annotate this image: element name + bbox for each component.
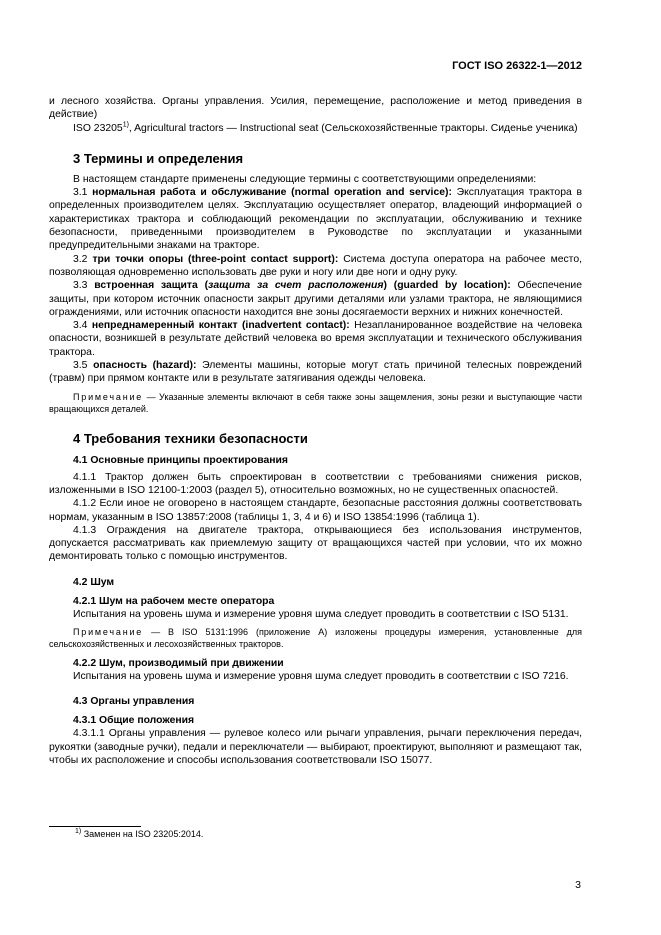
term-name xyxy=(94,280,510,291)
clause-4-1-2: 4.1.2 Если иное не оговорено в настоящем стандарте, безопасные расстояния должны соответствовать нормам, указанным в ISO 13857:2008 (таблицы 1, 3, 4 и 6) и ISO 13854:1996 (таблица 1). xyxy=(49,498,582,523)
clause-4-2-1: Испытания на уровень шума и измерение уровня шума следует проводить в соответствии с ISO 5131. xyxy=(73,608,569,620)
term-name-italic: защита за счет расположения xyxy=(208,280,384,292)
term-number: 3.4 xyxy=(73,320,92,332)
note-text: — В ISO 5131:1996 (приложение А) изложены процедуры измерения, установленные для сельскохозяйственных и лесохозяйственных тракторов. xyxy=(49,627,582,650)
footnote-marker: 1) xyxy=(75,828,82,835)
term-definition: Незапланированное воздействие на человека опасности, возникшей в результате действий человека во время эксплуатации и технического обслуживания трактора. xyxy=(49,320,582,358)
subsection-4-1-title: 4.1 Основные принципы проектирования xyxy=(73,454,288,466)
term-3-4 xyxy=(49,319,582,359)
ref-code: ISO 23205 xyxy=(73,122,123,134)
term-name: три точки опоры (three-point contact support): xyxy=(92,253,339,265)
term-3-5 xyxy=(49,359,582,386)
footnote-divider xyxy=(49,826,141,827)
term-3-3 xyxy=(49,279,582,319)
term-definition: Элементы машины, которые могут стать причиной телесных повреждений (травм) при прямом контакте или в результате затягивания одежды человека. xyxy=(49,360,582,385)
subsection-4-2-title: 4.2 Шум xyxy=(73,576,115,588)
term-number: 3.5 xyxy=(73,360,94,372)
term-3-2 xyxy=(49,253,582,280)
footnote-text: Заменен на ISO 23205:2014. xyxy=(81,829,204,839)
clause-4-1-1: 4.1.1 Трактор должен быть спроектирован в соответствии с требованиями снижения рисков, изложенными в ISO 12100-1:2003 (раздел 5), относительно возможных, но не существенных опасностей. xyxy=(49,471,582,496)
intro-reference xyxy=(49,122,582,135)
term-name: опасность (hazard): xyxy=(93,360,197,372)
section-3-title: 3 Термины и определения xyxy=(73,150,244,166)
standard-header: ГОСТ ISO 26322-1—2012 xyxy=(452,60,582,72)
subsection-4-2-2-title: 4.2.2 Шум, производимый при движении xyxy=(73,658,284,670)
subsection-4-2-1-title: 4.2.1 Шум на рабочем месте оператора xyxy=(73,595,275,607)
note-label: Примечание xyxy=(73,391,144,402)
section-3-note xyxy=(49,391,582,415)
section-4-title: 4 Требования техники безопасности xyxy=(73,430,308,446)
term-definition: Эксплуатация трактора в определенных производителем целях. Эксплуатацию осуществляет оператор, владеющий информацией о характеристиках трактора и соблюдающий рекомендации по эксплуатации, обслуживанию и технике безопасности, приведенными производителем в Руководстве по эксплуатации и указанными предупредительными знаками на тракторе. xyxy=(49,187,582,252)
clause-4-3-1-1: 4.3.1.1 Органы управления — рулевое колесо или рычаги управления, рычаги переключения передач, рукоятки (заводные ручки), педали и переключатели — выбирают, проектируют, выполняют и размещают так, чтобы их расположение и способы использования соответствовали ISO 15077. xyxy=(49,728,582,766)
ref-title: , Agricultural tractors — Instructional seat (Сельскохозяйственные тракторы. Сиденье ученика) xyxy=(128,122,578,134)
term-name: непреднамеренный контакт (inadvertent contact): xyxy=(91,320,350,332)
clause-4-2-2: Испытания на уровень шума и измерение уровня шума следует проводить в соответствии с ISO 7216. xyxy=(73,671,569,683)
term-definition: Система доступа оператора на рабочее место, позволяющая одновременно использовать две руки и ногу или две ноги и одну руку. xyxy=(49,253,582,278)
note-label: Примечание xyxy=(73,627,144,638)
subsection-4-3-1-title: 4.3.1 Общие положения xyxy=(73,715,195,727)
term-name: нормальная работа и обслуживание (normal operation and service): xyxy=(92,187,452,199)
page-content xyxy=(49,95,582,767)
term-name-part: ) (guarded by location): xyxy=(383,280,511,292)
page-number: 3 xyxy=(575,879,581,891)
footnote xyxy=(75,829,203,839)
section-3-lead: В настоящем стандарте применены следующие термины с соответствующими определениями: xyxy=(73,173,537,185)
term-number: 3.2 xyxy=(73,253,93,265)
footnote-marker: 1) xyxy=(122,121,129,129)
intro-continuation: и лесного хозяйства. Органы управления. Усилия, перемещение, расположение и метод приведения в действие) xyxy=(49,96,582,121)
subsection-4-3-title: 4.3 Органы управления xyxy=(73,696,195,708)
clause-4-1-3: 4.1.3 Ограждения на двигателе трактора, открывающиеся без использования инструментов, допускается рассматривать как приемлемую защиту от вращающихся частей при условии, что их можно демонтировать только с помощью инструментов. xyxy=(49,524,582,563)
term-name-part: встроенная защита ( xyxy=(94,280,209,292)
term-number: 3.1 xyxy=(73,187,93,199)
term-3-1 xyxy=(49,186,582,252)
section-4-2-note xyxy=(49,626,582,650)
note-text: — Указанные элементы включают в себя также зоны защемления, зоны резки и выступающие части вращающихся деталей. xyxy=(49,391,582,414)
term-definition: Обеспечение защиты, при котором источник опасности закрыт другими деталями или узлами трактора, не являющимися ограждениями, или источник опасности находится вне зоны досягаемости верхних и нижних конечностей. xyxy=(49,280,582,318)
term-number: 3.3 xyxy=(73,280,95,292)
